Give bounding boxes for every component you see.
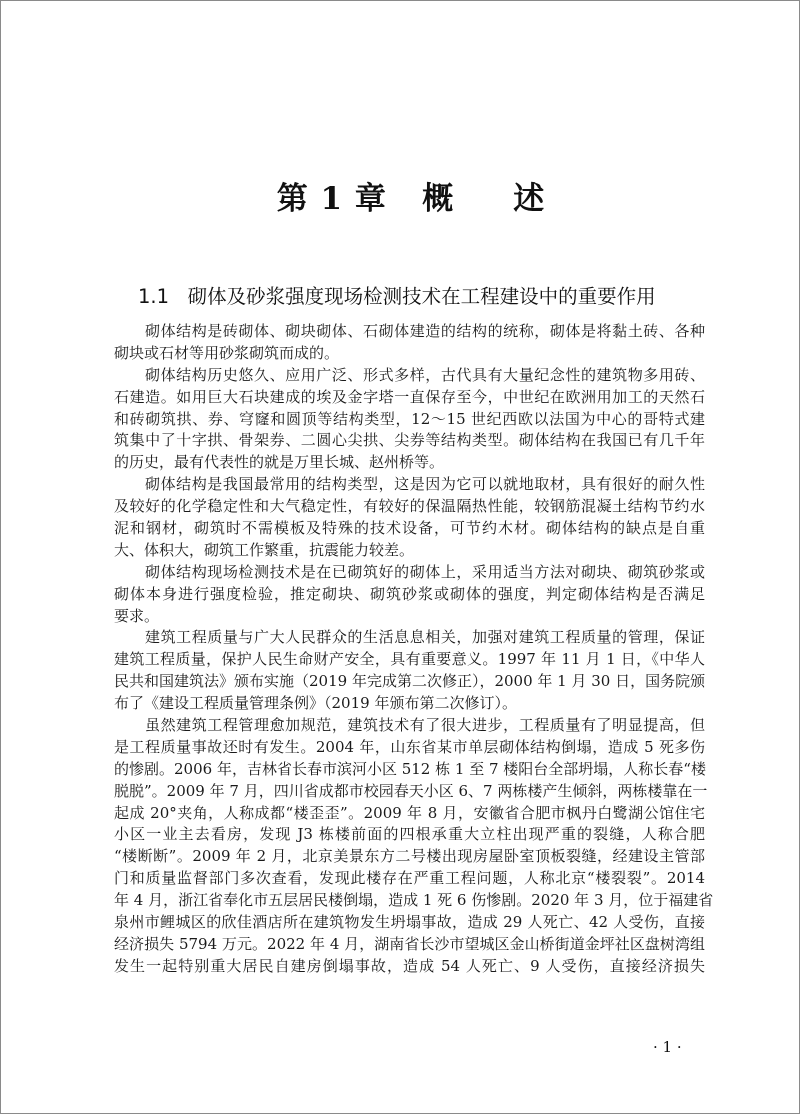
paragraph <box>114 715 714 978</box>
text-line: 砌体结构历史悠久、应用广泛、形式多样，古代具有大量纪念性的建筑物多用砖、 <box>145 365 705 384</box>
text-line: 的惨剧。2006 年，吉林省长春市滨河小区 512 栋 1 至 7 楼阳台全部坍塌，人称长春“楼 <box>114 759 706 778</box>
text-line: 经济损失 5794 万元。2022 年 4 月，湖南省长沙市望城区金山桥街道金坪社区盘树湾组 <box>114 934 705 953</box>
text-line: 和砖砌筑拱、券、穹窿和圆顶等结构类型，12～15 世纪西欧以法国为中心的哥特式建 <box>114 409 705 428</box>
text-line: 石建造。如用巨大石块建成的埃及金字塔一直保存至今，中世纪在欧洲用加工的天然石 <box>114 387 705 406</box>
text-line: 年 4 月，浙江省奉化市五层居民楼倒塌，造成 1 死 6 伤惨剧。2020 年 3 月，位于福建省 <box>114 891 714 910</box>
text-line: 发生一起特别重大居民自建房倒塌事故，造成 54 人死亡、9 人受伤，直接经济损失 <box>114 956 705 975</box>
paragraph <box>114 365 705 474</box>
paragraph <box>114 562 705 628</box>
text-line: 是工程质量事故还时有发生。2004 年，山东省某市单层砌体结构倒塌，造成 5 死多伤 <box>114 737 705 756</box>
text-line: “楼断断”。2009 年 2 月，北京美景东方二号楼出现房屋卧室顶板裂缝，经建设主管部 <box>114 847 705 866</box>
text-line: 建筑工程质量与广大人民群众的生活息息相关，加强对建筑工程质量的管理，保证 <box>145 628 705 647</box>
text-line: 筑集中了十字拱、骨架券、二圆心尖拱、尖券等结构类型。砌体结构在我国已有几千年 <box>114 431 705 450</box>
text-line: 脱脱”。2009 年 7 月，四川省成都市校园春天小区 6、7 两栋楼产生倾斜，两栋楼靠在一 <box>114 781 708 800</box>
body-text <box>114 321 714 978</box>
text-line: 泉州市鲤城区的欣佳酒店所在建筑物发生坍塌事故，造成 29 人死亡、42 人受伤，直接 <box>114 913 705 932</box>
text-line: 大、体积大，砌筑工作繁重，抗震能力较差。 <box>114 540 415 559</box>
text-line: 虽然建筑工程管理愈加规范，建筑技术有了很大进步，工程质量有了明显提高，但 <box>145 716 705 735</box>
text-line: 砌体结构现场检测技术是在已砌筑好的砌体上，采用适当方法对砌块、砌筑砂浆或 <box>145 562 705 581</box>
text-line: 小区一业主去看房，发现 J3 栋楼前面的四根承重大立柱出现严重的裂缝，人称合肥 <box>114 825 705 844</box>
text-line: 砌体本身进行强度检验，推定砌块、砌筑砂浆或砌体的强度，判定砌体结构是否满足 <box>114 584 705 603</box>
text-line: 泥和钢材，砌筑时不需模板及特殊的技术设备，可节约木材。砌体结构的缺点是自重 <box>114 519 705 538</box>
page-number: · 1 · <box>653 1038 682 1056</box>
text-line: 民共和国建筑法》颁布实施（2019 年完成第二次修正），2000 年 1 月 30 日，国务院颁 <box>114 672 706 691</box>
text-line: 布了《建设工程质量管理条例》（2019 年颁布第二次修订）。 <box>114 694 517 713</box>
text-line: 要求。 <box>114 606 160 625</box>
paragraph <box>114 474 705 562</box>
text-line: 及较好的化学稳定性和大气稳定性，有较好的保温隔热性能，较钢筋混凝土结构节约水 <box>114 497 705 516</box>
text-line: 砌体结构是砖砌体、砌块砌体、石砌体建造的结构的统称，砌体是将黏土砖、各种 <box>145 322 705 340</box>
text-line: 的历史，最有代表性的就是万里长城、赵州桥等。 <box>114 453 445 472</box>
chapter-title: 第 1 章 概 述 <box>276 181 546 217</box>
text-line: 砌块或石材等用砂浆砌筑而成的。 <box>114 343 340 362</box>
text-line: 起成 20°夹角，人称成都“楼歪歪”。2009 年 8 月，安徽省合肥市枫丹白鹭湖公馆住宅 <box>114 803 705 822</box>
paragraph <box>114 627 705 715</box>
text-line: 建筑工程质量，保护人民生命财产安全，具有重要意义。1997 年 11 月 1 日，《中华人 <box>114 650 705 669</box>
paragraph <box>114 321 705 365</box>
section-heading: 1.1 砌体及砂浆强度现场检测技术在工程建设中的重要作用 <box>138 285 656 308</box>
text-line: 门和质量监督部门多次查看，发现此楼存在严重工程问题，人称北京“楼裂裂”。2014 <box>114 869 705 888</box>
text-line: 砌体结构是我国最常用的结构类型，这是因为它可以就地取材，具有很好的耐久性 <box>145 475 705 494</box>
